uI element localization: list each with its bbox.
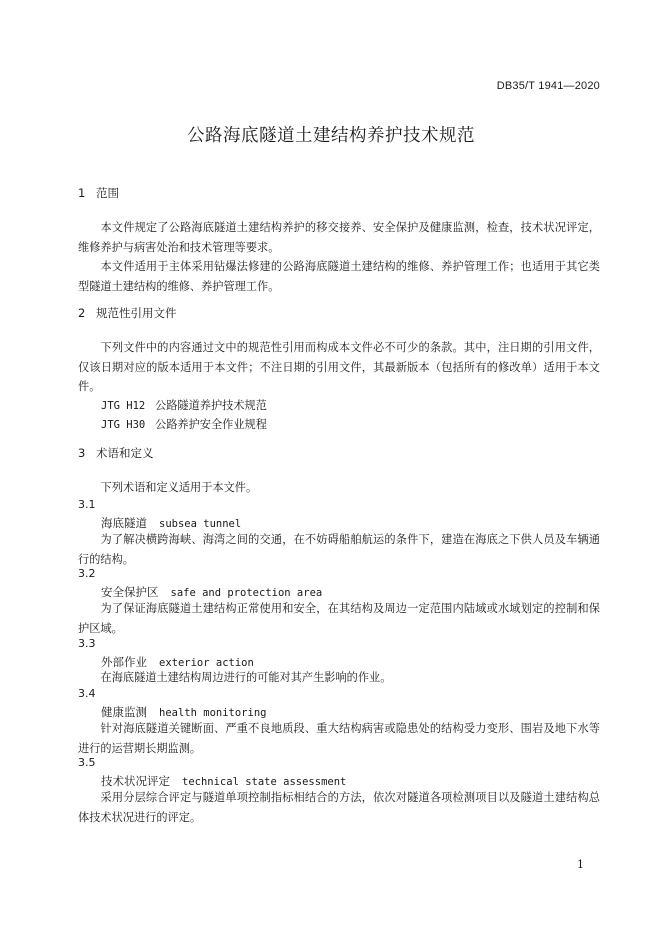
term-english: technical state assessment xyxy=(182,776,347,788)
clause-number: 3.5 xyxy=(78,756,96,769)
document-title: 公路海底隧道土建结构养护技术规范 xyxy=(187,126,475,146)
section-heading-terms xyxy=(78,445,154,461)
reference-item xyxy=(101,397,267,413)
term-chinese: 安全保护区 xyxy=(101,585,159,599)
clause-number: 3.4 xyxy=(78,687,96,700)
clause-number: 3.2 xyxy=(78,567,96,580)
term-english: safe and protection area xyxy=(170,587,323,599)
clause-number: 3.3 xyxy=(78,637,96,650)
section-heading-scope xyxy=(78,185,119,201)
term-chinese: 健康监测 xyxy=(101,705,147,719)
section-title: 规范性引用文件 xyxy=(96,306,177,320)
term-entry xyxy=(101,584,322,600)
reference-title: 公路养护安全作业规程 xyxy=(155,418,267,431)
term-definition: 在海底隧道土建结构周边进行的可能对其产生影响的作业。 xyxy=(100,671,392,684)
term-definition: 采用分层综合评定与隧道单项控制指标相结合的方法，依次对隧道各项检测项目以及隧道土建结构总体技术状况进行的评定。 xyxy=(78,791,600,824)
standard-code: DB35/T 1941—2020 xyxy=(496,80,600,92)
term-entry xyxy=(101,773,346,789)
section-title: 术语和定义 xyxy=(96,446,154,460)
term-entry xyxy=(101,704,266,720)
reference-title: 公路隧道养护技术规范 xyxy=(155,399,267,412)
section-number: 3 xyxy=(78,446,86,460)
term-chinese: 海底隧道 xyxy=(101,516,147,530)
term-english: health monitoring xyxy=(159,707,267,719)
section-heading-normative-references xyxy=(78,305,177,321)
term-definition: 针对海底隧道关键断面、严重不良地质段、重大结构病害或隐患处的结构受力变形、围岩及地下水等进行的运营期长期监测。 xyxy=(78,722,600,755)
scope-paragraph: 本文件适用于主体采用钻爆法修建的公路海底隧道土建结构的维修、养护管理工作；也适用于其它类型隧道土建结构的维修、养护管理工作。 xyxy=(78,260,600,293)
page-number: 1 xyxy=(577,858,584,871)
term-definition: 为了解决横跨海峡、海湾之间的交通，在不妨碍船舶航运的条件下，建造在海底之下供人员及车辆通行的结构。 xyxy=(78,533,600,566)
section-number: 2 xyxy=(78,306,86,320)
term-chinese: 外部作业 xyxy=(101,655,147,669)
reference-code: JTG H30 xyxy=(101,419,146,431)
term-definition: 为了保证海底隧道土建结构正常使用和安全，在其结构及周边一定范围内陆域或水域划定的控制和保护区域。 xyxy=(78,602,600,635)
reference-item xyxy=(101,416,267,432)
term-entry xyxy=(101,515,241,531)
reference-code: JTG H12 xyxy=(101,400,146,412)
scope-paragraph: 本文件规定了公路海底隧道土建结构养护的移交接养、安全保护及健康监测，检查，技术状况评定，维修养护与病害处治和技术管理等要求。 xyxy=(78,221,600,254)
references-paragraph: 下列文件中的内容通过文中的规范性引用而构成本文件必不可少的条款。其中，注日期的引用文件，仅该日期对应的版本适用于本文件；不注日期的引用文件，其最新版本（包括所有的修改单）适用于本文件。 xyxy=(78,341,600,393)
clause-number: 3.1 xyxy=(78,498,96,511)
term-english: exterior action xyxy=(159,657,254,669)
term-english: subsea tunnel xyxy=(159,518,242,530)
terms-intro: 下列术语和定义适用于本文件。 xyxy=(100,481,258,494)
section-title: 范围 xyxy=(96,186,119,200)
section-number: 1 xyxy=(78,186,86,200)
term-chinese: 技术状况评定 xyxy=(101,774,170,788)
